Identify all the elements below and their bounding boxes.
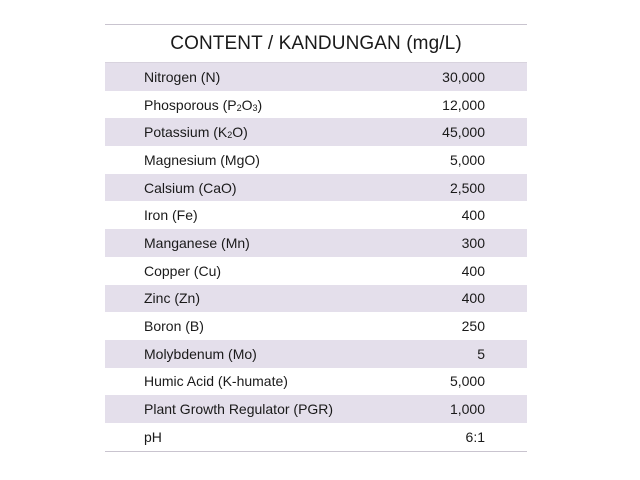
row-name: Potassium $(K_2O)$ <box>144 124 248 141</box>
row-name: Boron (B) <box>144 318 204 335</box>
row-name: Molybdenum (Mo) <box>144 345 257 362</box>
row-name: Iron (Fe) <box>144 207 198 224</box>
table-row <box>105 395 527 423</box>
row-name: Humic Acid (K-humate) <box>144 373 288 390</box>
row-value: 1,000 <box>449 401 485 418</box>
content-table <box>105 24 527 452</box>
table-body <box>105 63 527 451</box>
row-name: Phosporous $(P_2O_3)$ <box>144 96 263 113</box>
row-name: Calsium (CaO) <box>144 179 237 196</box>
row-value: 400 <box>461 290 485 307</box>
row-value: 30,000 <box>442 68 485 85</box>
row-name: Nitrogen (N) <box>144 68 221 85</box>
row-value: 5,000 <box>449 151 485 168</box>
row-value: 300 <box>461 234 485 251</box>
row-name: Magnesium (MgO) <box>144 151 260 168</box>
table-row <box>105 368 527 396</box>
table-row <box>105 285 527 313</box>
row-name: Copper (Cu) <box>144 262 222 279</box>
row-value: 2,500 <box>449 179 485 196</box>
table-row <box>105 257 527 285</box>
table-row <box>105 312 527 340</box>
table-row <box>105 118 527 146</box>
table-row <box>105 91 527 119</box>
row-value: 5 <box>477 345 485 362</box>
row-name: Plant Growth Regulator (PGR) <box>144 401 334 418</box>
row-value: 5,000 <box>449 373 485 390</box>
table-row <box>105 146 527 174</box>
table-row <box>105 340 527 368</box>
table-row <box>105 174 527 202</box>
row-value: 400 <box>461 207 485 224</box>
row-value: 250 <box>461 318 485 335</box>
table-header: CONTENT / KANDUNGAN (mg/L) <box>105 25 527 63</box>
table-row <box>105 229 527 257</box>
row-name: Zinc (Zn) <box>144 290 200 307</box>
table-row <box>105 423 527 451</box>
table-row <box>105 63 527 91</box>
row-value: 400 <box>461 262 485 279</box>
row-value: 6:1 <box>465 428 485 445</box>
table-row <box>105 201 527 229</box>
row-value: 12,000 <box>442 96 485 113</box>
row-name: pH <box>144 428 162 445</box>
row-name: Manganese (Mn) <box>144 234 250 251</box>
row-value: 45,000 <box>442 124 485 141</box>
